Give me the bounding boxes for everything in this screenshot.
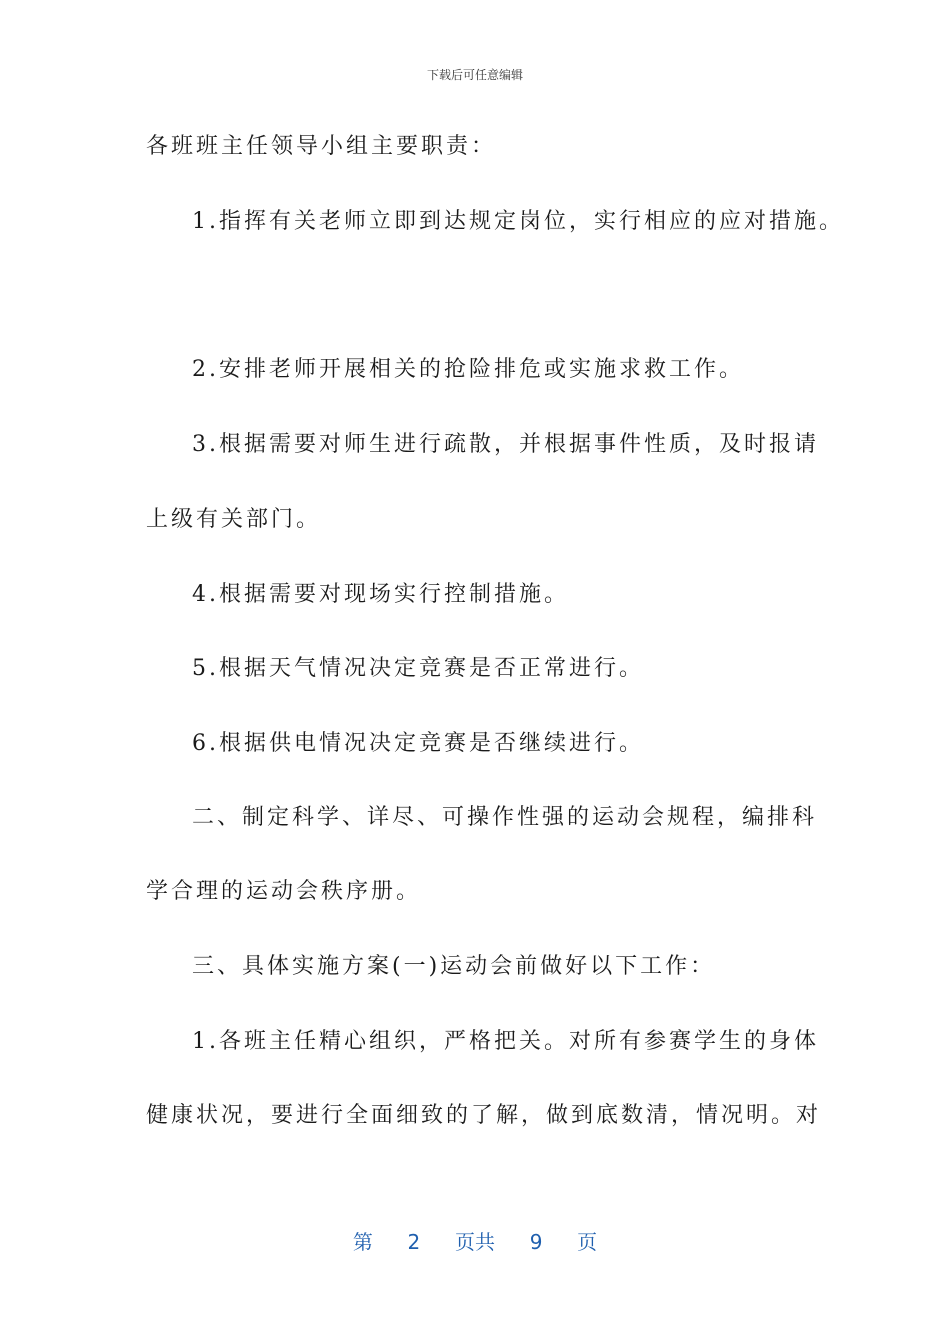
page-middle-label: 页共 <box>455 1230 495 1254</box>
paragraph-line: 5.根据天气情况决定竞赛是否正常进行。 <box>192 656 644 681</box>
paragraph-line: 2.安排老师开展相关的抢险排危或实施求救工作。 <box>192 357 744 382</box>
paragraph-line: 各班班主任领导小组主要职责： <box>146 134 497 159</box>
paragraph-line: 三、具体实施方案(一)运动会前做好以下工作： <box>192 954 716 979</box>
page-suffix: 页 <box>577 1230 598 1254</box>
paragraph-line: 学合理的运动会秩序册。 <box>146 879 422 904</box>
total-pages-number: 9 <box>529 1230 543 1254</box>
current-page-number: 2 <box>407 1230 421 1254</box>
paragraph-line: 6.根据供电情况决定竞赛是否继续进行。 <box>192 731 644 756</box>
paragraph-line: 1.指挥有关老师立即到达规定岗位，实行相应的应对措施。 <box>192 209 844 234</box>
paragraph-line: 1.各班主任精心组织，严格把关。对所有参赛学生的身体 <box>192 1029 819 1054</box>
header-note: 下载后可任意编辑 <box>426 68 523 82</box>
paragraph-line: 4.根据需要对现场实行控制措施。 <box>192 582 569 607</box>
paragraph-line: 上级有关部门。 <box>146 507 322 532</box>
paragraph-line: 健康状况，要进行全面细致的了解，做到底数清，情况明。对 <box>146 1103 822 1128</box>
page-prefix: 第 <box>352 1230 373 1254</box>
page-footer <box>0 1226 950 1255</box>
paragraph-line: 3.根据需要对师生进行疏散，并根据事件性质，及时报请 <box>192 432 819 457</box>
paragraph-line: 二、制定科学、详尽、可操作性强的运动会规程，编排科 <box>192 805 818 830</box>
